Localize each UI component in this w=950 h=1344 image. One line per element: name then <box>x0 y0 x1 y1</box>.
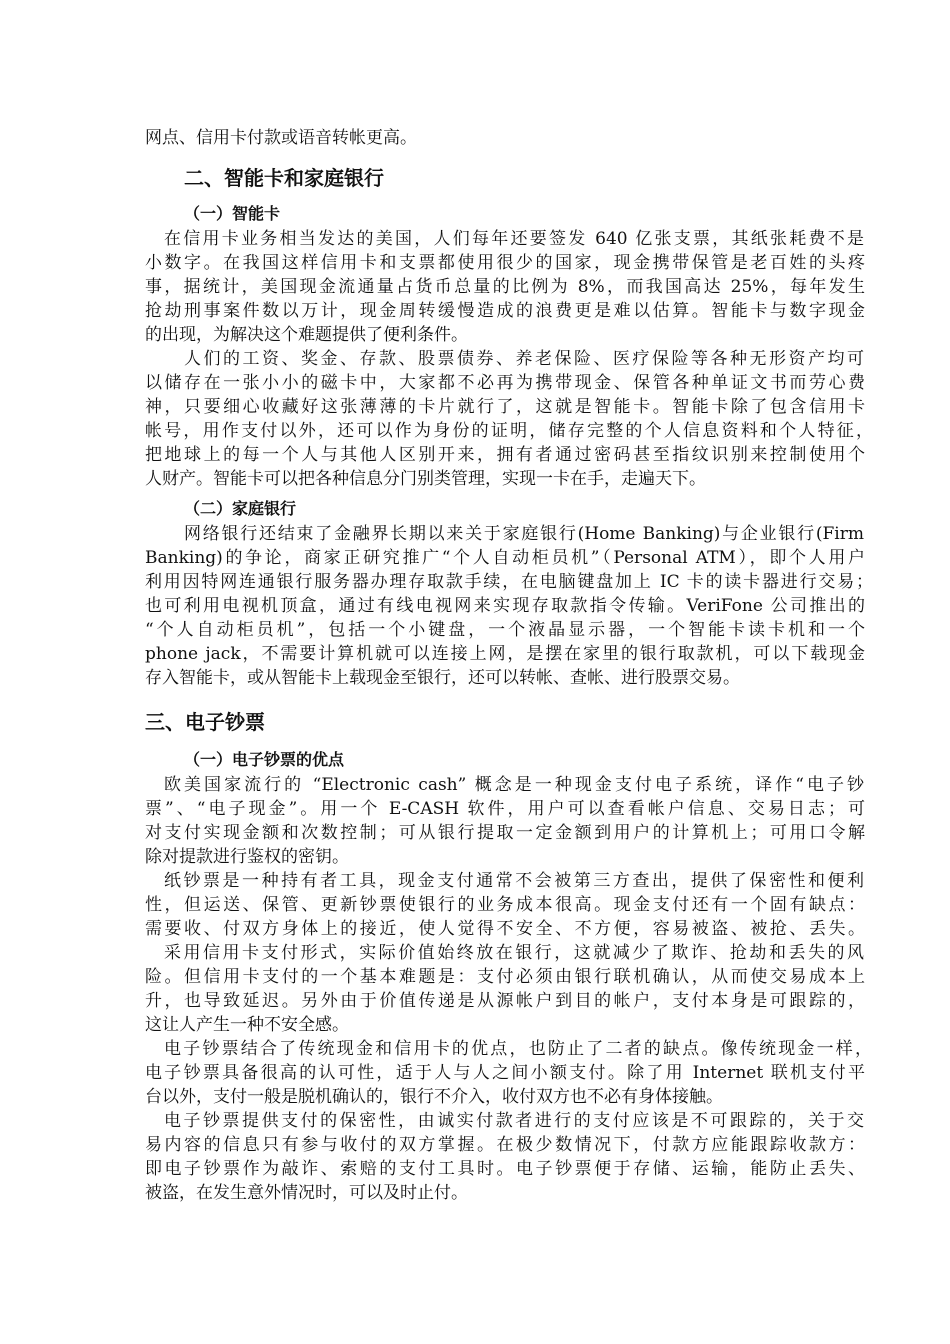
paragraph-line: 事，据统计，美国现金流通量占货币总量的比例为 8%，而我国高达 25%，每年发生 <box>145 277 865 297</box>
paragraph-line: 电子钞票具备很高的认可性，适于人与人之间小额支付。除了用 Internet 联机支付平 <box>145 1063 865 1083</box>
paragraph-line: 这让人产生一种不安全感。 <box>145 1015 349 1035</box>
paragraph-line: 台以外，支付一般是脱机确认的，银行不介入，收付双方也不必有身体接触。 <box>145 1087 723 1107</box>
subheading-smart-card: （一）智能卡 <box>184 204 281 223</box>
paragraph-line: 电子钞票提供支付的保密性，由诚实付款者进行的支付应该是不可跟踪的，关于交 <box>164 1111 864 1131</box>
paragraph-line: 在信用卡业务相当发达的美国，人们每年还要签发 640 亿张支票，其纸张耗费不是 <box>164 229 864 249</box>
paragraph-line: 即电子钞票作为敲诈、索赔的支付工具时。电子钞票便于存储、运输，能防止丢失、 <box>145 1159 865 1179</box>
paragraph-line: 帐号，用作支付以外，还可以作为身份的证明，储存完整的个人信息资料和个人特征， <box>145 421 873 441</box>
paragraph-line: 性，但运送、保管、更新钞票使银行的业务成本很高。现金支付还有一个固有缺点： <box>145 895 865 915</box>
paragraph-line: 以储存在一张小小的磁卡中，大家都不必再为携带现金、保管各种单证文书而劳心费 <box>145 373 865 393</box>
paragraph-line: 采用信用卡支付形式，实际价值始终放在银行，这就减少了欺诈、抢劫和丢失的风 <box>164 943 864 963</box>
paragraph-line: 的出现，为解决这个难题提供了便利条件。 <box>145 325 468 345</box>
subheading-electronic-cash-advantages: （一）电子钞票的优点 <box>184 750 345 769</box>
paragraph-line: 网点、信用卡付款或语音转帐更高。 <box>145 128 417 148</box>
paragraph-line: 险。但信用卡支付的一个基本难题是：支付必须由银行联机确认，从而使交易成本上 <box>145 967 865 987</box>
subheading-home-banking: （二）家庭银行 <box>184 499 297 518</box>
paragraph-line: 利用因特网连通银行服务器办理存取款手续，在电脑键盘加上 IC 卡的读卡器进行交易； <box>145 572 873 592</box>
paragraph-line: 把地球上的每一个人与其他人区别开来，拥有者通过密码甚至指纹识别来控制使用个 <box>145 445 865 465</box>
paragraph-line: 纸钞票是一种持有者工具，现金支付通常不会被第三方查出，提供了保密性和便利 <box>164 871 864 891</box>
paragraph-line: 存入智能卡，或从智能卡上载现金至银行，还可以转帐、查帐、进行股票交易。 <box>145 668 740 688</box>
paragraph-line: 升，也导致延迟。另外由于价值传递是从源帐户到目的帐户，支付本身是可跟踪的， <box>145 991 865 1011</box>
paragraph-line: 也可利用电视机顶盒，通过有线电视网来实现存取款指令传输。VeriFone 公司推出的 <box>145 596 865 616</box>
paragraph-line: 小数字。在我国这样信用卡和支票都使用很少的国家，现金携带保管是老百姓的头疼 <box>145 253 865 273</box>
paragraph-line: 网络银行还结束了金融界长期以来关于家庭银行(Home Banking)与企业银行(Firm <box>184 524 864 544</box>
paragraph-line: 对支付实现金额和次数控制；可从银行提取一定金额到用户的计算机上；可用口令解 <box>145 823 865 843</box>
paragraph-line: 人财产。智能卡可以把各种信息分门别类管理，实现一卡在手，走遍天下。 <box>145 469 706 489</box>
paragraph-line: 人们的工资、奖金、存款、股票债券、养老保险、医疗保险等各种无形资产均可 <box>184 349 864 369</box>
paragraph-line: 易内容的信息只有参与收付的双方掌握。在极少数情况下，付款方应能跟踪收款方： <box>145 1135 865 1155</box>
paragraph-line: 神，只要细心收藏好这张薄薄的卡片就行了，这就是智能卡。智能卡除了包含信用卡 <box>145 397 865 417</box>
paragraph-line: 被盗，在发生意外情况时，可以及时止付。 <box>145 1183 468 1203</box>
paragraph-line: 电子钞票结合了传统现金和信用卡的优点，也防止了二者的缺点。像传统现金一样， <box>164 1039 872 1059</box>
paragraph-line: “个人自动柜员机”，包括一个小键盘，一个液晶显示器，一个智能卡读卡机和一个 <box>145 620 865 640</box>
paragraph-line: Banking)的争论，商家正研究推广“个人自动柜员机”（Personal ATM），即个人用户 <box>145 548 865 568</box>
paragraph-line: 欧美国家流行的 “Electronic cash” 概念是一种现金支付电子系统，译作“电子钞 <box>164 775 864 795</box>
paragraph-line: phone jack，不需要计算机就可以连接上网，是摆在家里的银行取款机，可以下载现金 <box>145 644 865 664</box>
section-heading-smart-card-home-banking: 二、智能卡和家庭银行 <box>184 166 384 190</box>
section-heading-electronic-cash: 三、电子钞票 <box>145 710 265 734</box>
paragraph-line: 需要收、付双方身体上的接近，使人觉得不安全、不方便，容易被盗、被抢、丢失。 <box>145 919 865 939</box>
paragraph-line: 抢劫刑事案件数以万计，现金周转缓慢造成的浪费更是难以估算。智能卡与数字现金 <box>145 301 865 321</box>
paragraph-line: 票”、“电子现金”。用一个 E-CASH 软件，用户可以查看帐户信息、交易日志；可 <box>145 799 865 819</box>
paragraph-line: 除对提款进行鉴权的密钥。 <box>145 847 349 867</box>
